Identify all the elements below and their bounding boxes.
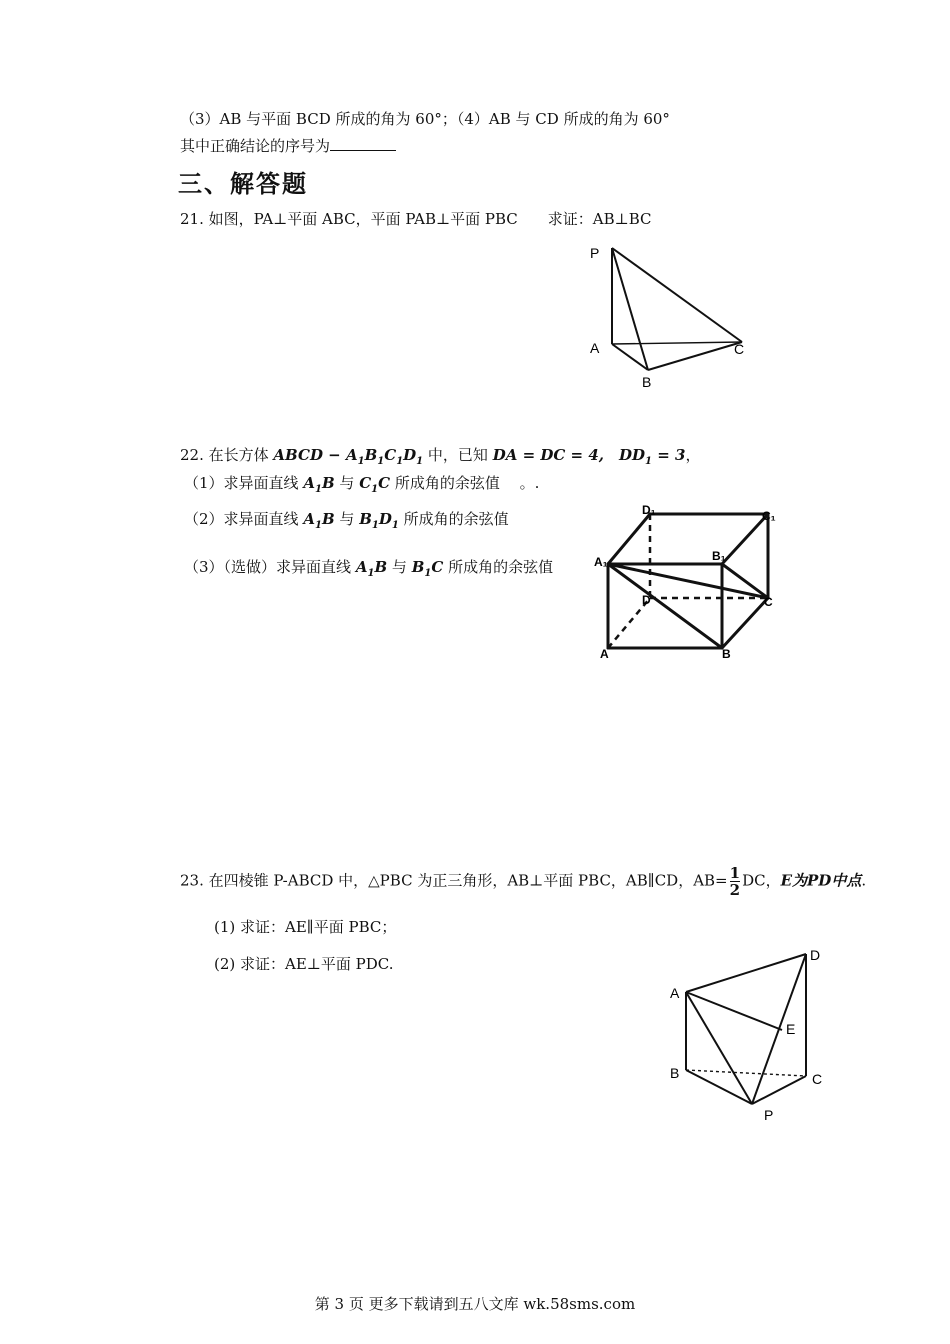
q23-label-d: D (810, 947, 821, 963)
answer-prompt (180, 135, 396, 156)
q22-part3 (184, 556, 553, 579)
q23-label-a: A (670, 985, 680, 1001)
q22-p3-b: 与 (391, 558, 407, 576)
q22-cuboid-figure (590, 500, 790, 665)
q22-p2-line2: $B_1D_1$ (359, 510, 399, 531)
q21-figure (580, 238, 760, 393)
q22-label-a1: A₁ (594, 555, 608, 569)
q23-text: 23. 在四棱锥 P-ABCD 中，△PBC 为正三角形，AB⊥平面 PBC，AB∥CD，AB= $\frac{1}{2}$ DC，E为PD中点. (180, 864, 867, 899)
q22-p2-a: （2）求异面直线 (184, 510, 299, 528)
q23-label-b: B (670, 1065, 680, 1081)
q23-label-p: P (764, 1107, 774, 1123)
q22-p1-line1: $A_1B$ (303, 474, 335, 495)
statement-3-4: （3）AB 与平面 BCD 所成的角为 60°；（4）AB 与 CD 所成的角为 60° (180, 110, 670, 128)
q23-label-c: C (812, 1071, 823, 1087)
q21-label-b: B (642, 374, 652, 390)
q23-label-e: E (786, 1021, 796, 1037)
q22-p2-b: 与 (339, 510, 355, 528)
q22-prefix: 22. 在长方体 (180, 446, 269, 464)
q22-label-b: B (722, 647, 731, 661)
q22-part1 (184, 472, 539, 495)
answer-blank (330, 136, 396, 151)
q23-pyramid-figure (660, 940, 840, 1125)
q22-p3-c: 所成角的余弦值 (448, 558, 554, 576)
page-footer: 第 3 页 更多下载请到五八文库 wk.58sms.com (314, 1295, 636, 1313)
section-title: 三、解答题 (178, 170, 308, 198)
q22-p2-c: 所成角的余弦值 (403, 510, 509, 528)
q23-part1: (1) 求证：AE∥平面 PBC； (214, 918, 397, 936)
q22-p3-a: （3）（选做）求异面直线 (184, 558, 352, 576)
q22-p1-dots: 。. (504, 474, 540, 492)
q22-p3-line1: $A_1B$ (355, 558, 388, 579)
q21-label-a: A (590, 340, 600, 356)
q23-frac-den: 2 (729, 881, 741, 899)
q22-part2 (184, 508, 509, 531)
q22-label-d: D (642, 593, 651, 607)
q22-solid-name: ABCD − $A_1B_1C_1D_1$ (273, 446, 424, 467)
q22-p1-c: 所成角的余弦值 (394, 474, 500, 492)
q22-label-c: C (764, 595, 773, 609)
q21-text: 21. 如图，PA⊥平面 ABC，平面 PAB⊥平面 PBC 求证：AB⊥BC (180, 210, 652, 228)
q22-p1-line2: $C_1C$ (359, 474, 391, 495)
q22-p1-a: （1）求异面直线 (184, 474, 299, 492)
q23-text-c: E为PD中点 (780, 871, 862, 890)
q22-p2-line1: $A_1B$ (303, 510, 335, 531)
q23-part2: (2) 求证：AE⊥平面 PDC. (214, 955, 394, 973)
q21-label-c: C (734, 341, 745, 357)
q22-mid: 中，已知 (427, 446, 488, 464)
q22-text: 22. 在长方体 ABCD − $A_1B_1C_1D_1$ 中，已知 DA = DC = 4, $DD_1 = 3$， (180, 446, 701, 467)
q23-fraction (730, 865, 740, 898)
q23-text-b: DC， (742, 871, 781, 890)
q22-p1-b: 与 (339, 474, 355, 492)
q22-given: DA = DC = 4, $DD_1 = 3$ (492, 446, 686, 467)
q23-text-a: 23. 在四棱锥 P-ABCD 中，△PBC 为正三角形，AB⊥平面 PBC，AB∥CD，AB= (180, 871, 728, 890)
answer-prompt-label: 其中正确结论的序号为 (180, 137, 331, 155)
q22-label-b1: B₁ (712, 549, 726, 563)
q22-label-c1: C₁ (762, 509, 776, 523)
q21-label-p: P (590, 245, 600, 261)
q22-label-a: A (600, 647, 609, 661)
q23-frac-num: 1 (729, 864, 741, 882)
q22-p3-line2: $B_1C$ (411, 558, 444, 579)
q22-label-d1: D₁ (642, 503, 656, 517)
